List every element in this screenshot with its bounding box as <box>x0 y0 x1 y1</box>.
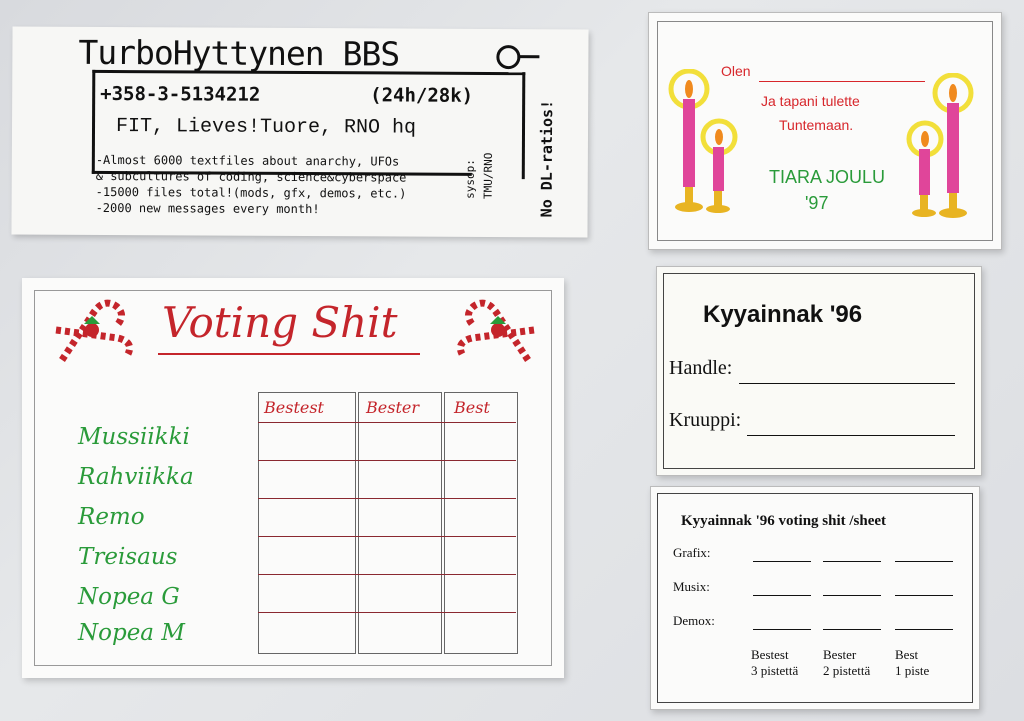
score-column-bester <box>823 647 870 679</box>
score-line <box>753 561 811 562</box>
score-line <box>753 595 811 596</box>
score-line <box>895 629 953 630</box>
bbs-bullet: -15000 files total!(mods, gfx, demos, etc.) <box>95 184 407 201</box>
category-label: Musix: <box>673 579 710 594</box>
column-header-best: Best <box>454 398 490 417</box>
sysop-name: TMU/RNO <box>481 152 495 200</box>
score-line <box>895 595 953 596</box>
score-rank: Bestest <box>751 647 789 662</box>
score-column-best <box>895 647 929 679</box>
tiara-name-card <box>648 12 1002 250</box>
kyy-name-badge <box>656 266 982 476</box>
score-line <box>823 595 881 596</box>
candle-left-icon <box>663 69 743 219</box>
name-line <box>759 81 925 82</box>
column-box-best <box>444 392 518 654</box>
handle-label: Handle: <box>669 357 733 379</box>
key-bar-icon <box>517 55 539 58</box>
column-header-bestest: Bestest <box>264 398 324 417</box>
vote-row-line <box>258 422 516 423</box>
voting-card <box>22 278 564 678</box>
kyy-voting-sheet <box>650 486 980 710</box>
candy-cane-right-icon <box>452 290 542 370</box>
entry-name: Rahviikka <box>78 464 194 490</box>
olen-label: Olen <box>721 63 751 79</box>
score-line <box>753 629 811 630</box>
tiara-text-line2: Tuntemaan. <box>779 117 854 133</box>
entry-name: Treisaus <box>78 544 178 570</box>
flyer-frame-left <box>92 70 96 174</box>
vote-row-line <box>258 574 516 575</box>
voting-title: Voting Shit <box>162 298 398 347</box>
voting-title-underline <box>158 353 420 355</box>
score-line <box>823 629 881 630</box>
score-rank: Best <box>895 647 919 662</box>
score-points: 2 pistettä <box>823 663 871 678</box>
score-rank: Bester <box>823 647 857 662</box>
score-column-bestest <box>751 647 798 679</box>
score-points: 3 pistettä <box>751 663 799 678</box>
badge-title: Kyyainnak '96 <box>703 301 863 328</box>
bbs-bullet: -Almost 6000 textfiles about anarchy, UFOs <box>95 152 400 169</box>
tiara-event: TIARA JOULU <box>769 167 886 187</box>
bbs-flyer-card <box>11 26 588 237</box>
tiara-year: '97 <box>805 193 829 213</box>
group-label: Kruuppi: <box>669 409 742 431</box>
category-label: Grafix: <box>673 545 711 560</box>
candle-right-icon <box>905 73 995 223</box>
tiara-text-line1: Ja tapani tulette <box>761 93 860 109</box>
entry-name: Nopea G <box>78 584 180 610</box>
score-line <box>895 561 953 562</box>
bbs-hours: (24h/28k) <box>370 84 474 107</box>
score-line <box>823 561 881 562</box>
candy-cane-left-icon <box>48 290 138 370</box>
vote-row-line <box>258 460 516 461</box>
bbs-phone: +358-3-5134212 <box>100 82 261 106</box>
entry-name: Remo <box>78 504 145 530</box>
sheet-title: Kyyainnak '96 voting shit /sheet <box>681 513 887 529</box>
vote-row-line <box>258 536 516 537</box>
category-label: Demox: <box>673 613 715 628</box>
ratio-note: No DL-ratios! <box>537 99 557 218</box>
vote-row-line <box>258 498 516 499</box>
entry-name: Mussiikki <box>78 424 190 450</box>
bbs-bullet: & subcultures of coding, science&cyberspace <box>95 168 407 185</box>
sysop-label: sysop: <box>463 159 477 199</box>
bbs-title: TurboHyttynen BBS <box>78 32 400 74</box>
entry-name: Nopea M <box>78 620 185 646</box>
vote-row-line <box>258 612 516 613</box>
group-line <box>747 435 955 436</box>
score-points: 1 piste <box>895 663 930 678</box>
column-header-bester: Bester <box>366 398 419 417</box>
handle-line <box>739 383 955 384</box>
bbs-bullet: -2000 new messages every month! <box>95 200 320 217</box>
column-box-bestest <box>258 392 356 654</box>
column-box-bester <box>358 392 442 654</box>
bbs-nodes: FIT, Lieves!Tuore, RNO hq <box>115 115 417 140</box>
